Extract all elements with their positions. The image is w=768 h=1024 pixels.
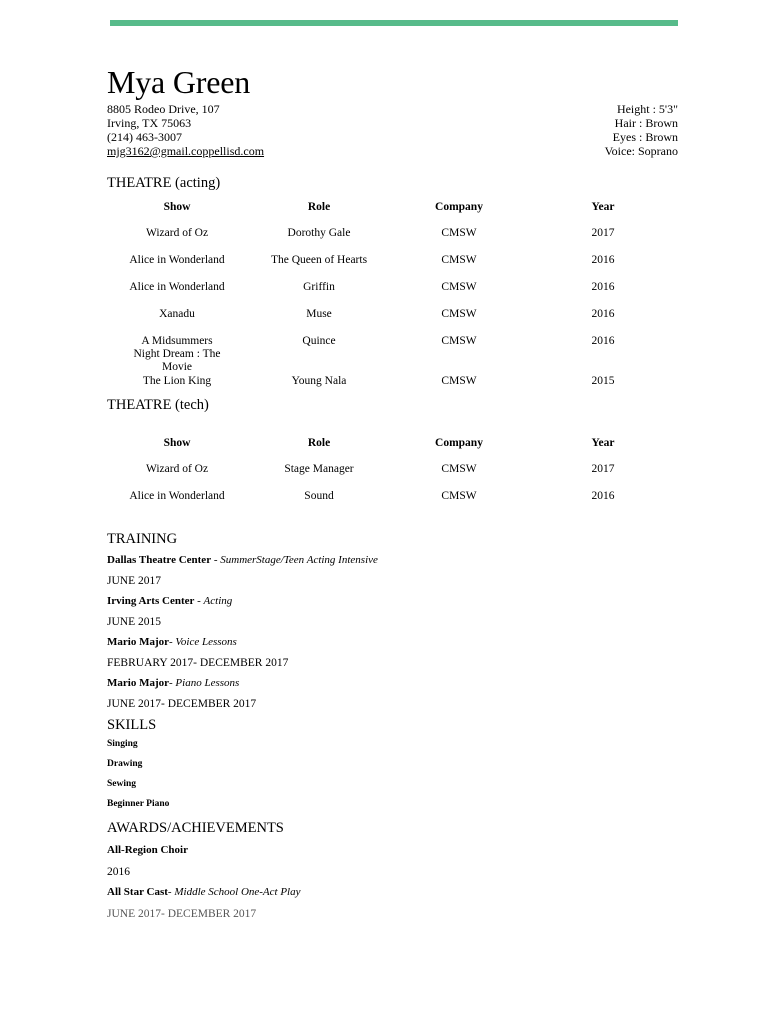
- section-title-skills: SKILLS: [107, 717, 157, 733]
- award-name: All-Region Choir: [107, 844, 188, 856]
- cell-company: CMSW: [441, 490, 477, 502]
- cell-year: 2016: [591, 254, 615, 266]
- training-detail: Acting: [203, 595, 233, 607]
- cell-company: CMSW: [441, 281, 477, 293]
- cell-role: Dorothy Gale: [287, 227, 351, 239]
- skill-item: Singing: [107, 739, 138, 749]
- cell-show: Wizard of Oz: [145, 227, 209, 239]
- column-header-year: Year: [591, 201, 615, 213]
- cell-role: Sound: [304, 490, 334, 502]
- section-title-theatre-tech: THEATRE (tech): [107, 397, 209, 413]
- entry-separator: -: [194, 595, 204, 607]
- acting-credits-table: [105, 200, 677, 391]
- training-date: JUNE 2017: [107, 575, 161, 587]
- voice-stat: Voice: Soprano: [604, 144, 678, 158]
- cell-show: The Lion King: [142, 375, 212, 387]
- eyes-stat: Eyes : Brown: [612, 130, 678, 144]
- award-date: JUNE 2017- DECEMBER 2017: [107, 908, 257, 920]
- award-entry: [107, 885, 678, 899]
- column-header-show: Show: [163, 201, 191, 213]
- training-entry: [107, 594, 678, 608]
- cell-role: Griffin: [303, 281, 335, 293]
- phone-number: (214) 463-3007: [107, 130, 182, 144]
- training-detail: Voice Lessons: [175, 636, 237, 648]
- column-header-role: Role: [307, 201, 331, 213]
- section-title-awards: AWARDS/ACHIEVEMENTS: [107, 820, 284, 836]
- cell-company: CMSW: [441, 463, 477, 475]
- column-header-company: Company: [435, 201, 483, 213]
- cell-role: Stage Manager: [284, 463, 354, 475]
- address-line-1: 8805 Rodeo Drive, 107: [107, 102, 220, 116]
- skill-item: Sewing: [107, 779, 137, 789]
- table-row: [105, 281, 677, 308]
- cell-show: Alice in Wonderland: [129, 254, 225, 266]
- section-title-theatre-acting: THEATRE (acting): [107, 175, 221, 191]
- awards-list: [107, 843, 678, 921]
- physical-stats: [605, 102, 678, 158]
- tech-credits-table: [105, 436, 677, 517]
- top-accent-bar: [110, 20, 678, 26]
- table-header-row: [105, 436, 677, 463]
- training-list: [107, 553, 678, 711]
- table-row: [105, 335, 677, 375]
- cell-show: Alice in Wonderland: [129, 281, 225, 293]
- cell-show: Alice in Wonderland: [129, 490, 225, 502]
- cell-show: Wizard of Oz: [145, 463, 209, 475]
- cell-company: CMSW: [441, 254, 477, 266]
- entry-separator: -: [211, 554, 221, 566]
- section-title-training: TRAINING: [107, 531, 178, 547]
- cell-company: CMSW: [441, 335, 477, 347]
- entry-separator: -: [169, 677, 176, 689]
- resume-page: [107, 62, 678, 921]
- height-stat: Height : 5'3": [616, 102, 678, 116]
- table-header-row: [105, 200, 677, 227]
- training-org: Mario Major: [107, 677, 169, 689]
- column-header-show: Show: [163, 437, 191, 449]
- cell-year: 2015: [591, 375, 615, 387]
- cell-show: Xanadu: [159, 308, 195, 320]
- training-date: JUNE 2015: [107, 616, 161, 628]
- contact-block: [107, 102, 678, 158]
- training-date: FEBRUARY 2017- DECEMBER 2017: [107, 657, 289, 669]
- cell-year: 2016: [591, 281, 615, 293]
- training-entry: [107, 635, 678, 649]
- cell-role: Young Nala: [291, 375, 347, 387]
- training-entry: [107, 676, 678, 690]
- training-detail: Piano Lessons: [175, 677, 240, 689]
- cell-year: 2017: [591, 463, 615, 475]
- award-detail: Middle School One-Act Play: [174, 886, 301, 898]
- applicant-name: Mya Green: [107, 64, 251, 100]
- table-row: [105, 227, 677, 254]
- cell-show: A Midsummers Night Dream : The Movie: [133, 335, 221, 373]
- skill-item: Drawing: [107, 759, 143, 769]
- cell-year: 2016: [591, 308, 615, 320]
- column-header-year: Year: [591, 437, 615, 449]
- award-entry: [107, 843, 678, 857]
- cell-role: Quince: [302, 335, 336, 347]
- cell-company: CMSW: [441, 308, 477, 320]
- cell-role: The Queen of Hearts: [270, 254, 368, 266]
- cell-company: CMSW: [441, 375, 477, 387]
- entry-separator: -: [169, 636, 176, 648]
- cell-company: CMSW: [441, 227, 477, 239]
- table-row: [105, 490, 677, 517]
- email-link[interactable]: mjg3162@gmail.coppellisd.com: [107, 144, 265, 158]
- cell-year: 2016: [591, 490, 615, 502]
- training-detail: SummerStage/Teen Acting Intensive: [220, 554, 378, 566]
- table-row: [105, 308, 677, 335]
- table-row: [105, 254, 677, 281]
- table-row: [105, 375, 677, 391]
- training-date: JUNE 2017- DECEMBER 2017: [107, 698, 257, 710]
- training-org: Mario Major: [107, 636, 169, 648]
- award-date: 2016: [107, 866, 130, 878]
- table-row: [105, 463, 677, 490]
- entry-separator: -: [167, 886, 175, 898]
- resume-header: [107, 62, 678, 162]
- award-name: All Star Cast: [107, 886, 168, 898]
- hair-stat: Hair : Brown: [614, 116, 678, 130]
- training-org: Irving Arts Center: [107, 595, 195, 607]
- training-org: Dallas Theatre Center: [107, 554, 212, 566]
- address-line-2: Irving, TX 75063: [107, 116, 192, 130]
- column-header-company: Company: [435, 437, 483, 449]
- skills-list: [107, 738, 678, 810]
- cell-role: Muse: [306, 308, 332, 320]
- cell-year: 2016: [591, 335, 615, 347]
- cell-year: 2017: [591, 227, 615, 239]
- training-entry: [107, 553, 678, 567]
- skill-item: Beginner Piano: [107, 799, 170, 809]
- column-header-role: Role: [307, 437, 331, 449]
